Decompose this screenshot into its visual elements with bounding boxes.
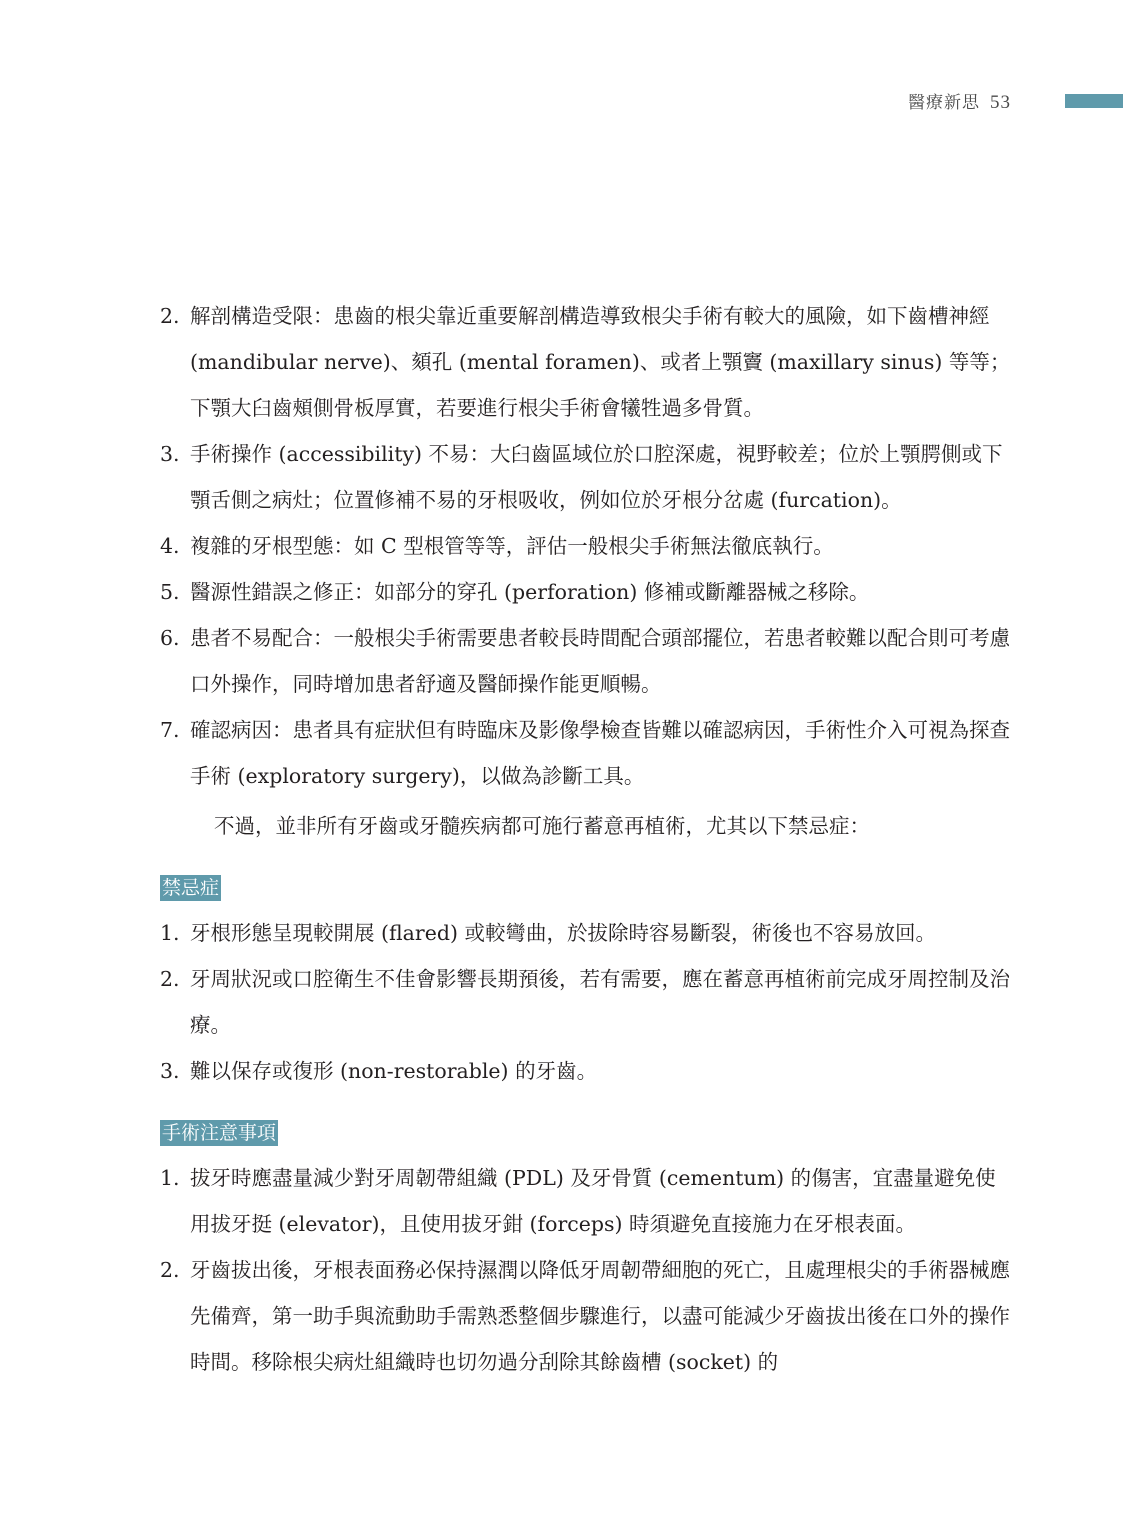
list-item bbox=[160, 569, 1012, 615]
item-number: 2. bbox=[160, 1258, 180, 1282]
item-number: 2. bbox=[160, 304, 180, 328]
list-item bbox=[160, 707, 1012, 799]
list-item bbox=[160, 615, 1012, 707]
item-number: 1. bbox=[160, 1166, 180, 1190]
running-header bbox=[908, 88, 1011, 114]
section-heading-contraindications: 禁忌症 bbox=[162, 877, 220, 899]
page-body bbox=[160, 293, 1012, 1385]
surgical-notes-list bbox=[160, 1155, 1012, 1385]
body-paragraph: 不過，並非所有牙齒或牙髓疾病都可施行蓄意再植術，尤其以下禁忌症： bbox=[214, 814, 870, 838]
item-number: 3. bbox=[160, 442, 180, 466]
item-number: 5. bbox=[160, 580, 180, 604]
list-item bbox=[160, 1155, 1012, 1247]
item-number: 3. bbox=[160, 1059, 180, 1083]
item-text: 牙齒拔出後，牙根表面務必保持濕潤以降低牙周韌帶細胞的死亡，且處理根尖的手術器械應先備齊，第一助手與流動助手需熟悉整個步驟進行，以盡可能減少牙齒拔出後在口外的操作時間。移除根尖病灶組織時也切勿過分刮除其餘齒槽 (socket) 的 bbox=[190, 1258, 1010, 1374]
reasons-list bbox=[160, 293, 1012, 799]
item-text: 醫源性錯誤之修正：如部分的穿孔 (perforation) 修補或斷離器械之移除。 bbox=[190, 580, 870, 604]
list-item bbox=[160, 910, 1012, 956]
header-title: 醫療新思 bbox=[908, 93, 980, 113]
header-accent-bar bbox=[1065, 94, 1123, 108]
list-item bbox=[160, 1247, 1012, 1385]
contraindications-list bbox=[160, 910, 1012, 1094]
list-item bbox=[160, 523, 1012, 569]
item-number: 7. bbox=[160, 718, 180, 742]
list-item bbox=[160, 431, 1012, 523]
item-text: 確認病因：患者具有症狀但有時臨床及影像學檢查皆難以確認病因，手術性介入可視為探查手術 (exploratory surgery)，以做為診斷工具。 bbox=[190, 718, 1010, 788]
section-heading-surgical-notes: 手術注意事項 bbox=[162, 1122, 277, 1144]
item-text: 牙根形態呈現較開展 (flared) 或較彎曲，於拔除時容易斷裂，術後也不容易放回。 bbox=[190, 921, 936, 945]
item-text: 手術操作 (accessibility) 不易：大臼齒區域位於口腔深處，視野較差；位於上顎腭側或下顎舌側之病灶；位置修補不易的牙根吸收，例如位於牙根分岔處 (furcation)。 bbox=[190, 442, 1003, 512]
item-number: 1. bbox=[160, 921, 180, 945]
list-item bbox=[160, 293, 1012, 431]
item-number: 6. bbox=[160, 626, 180, 650]
list-item bbox=[160, 1048, 1012, 1094]
item-number: 2. bbox=[160, 967, 180, 991]
list-item bbox=[160, 956, 1012, 1048]
item-text: 牙周狀況或口腔衛生不佳會影響長期預後，若有需要，應在蓄意再植術前完成牙周控制及治療。 bbox=[190, 967, 1010, 1037]
item-text: 拔牙時應盡量減少對牙周韌帶組織 (PDL) 及牙骨質 (cementum) 的傷害，宜盡量避免使用拔牙挺 (elevator)，且使用拔牙鉗 (forceps) 時須避免直接施力在牙根表面。 bbox=[190, 1166, 996, 1236]
item-text: 複雜的牙根型態：如 C 型根管等等，評估一般根尖手術無法徹底執行。 bbox=[190, 534, 834, 558]
item-text: 難以保存或復形 (non-restorable) 的牙齒。 bbox=[190, 1059, 598, 1083]
item-number: 4. bbox=[160, 534, 180, 558]
item-text: 解剖構造受限：患齒的根尖靠近重要解剖構造導致根尖手術有較大的風險，如下齒槽神經 (mandibular nerve)、頦孔 (mental foramen)、或者上顎竇 (maxillary sinus) 等等；下顎大臼齒頰側骨板厚實，若要進行根尖手術會犧牲過多骨質。 bbox=[190, 304, 1011, 420]
page-number: 53 bbox=[990, 92, 1011, 113]
item-text: 患者不易配合：一般根尖手術需要患者較長時間配合頭部擺位，若患者較難以配合則可考慮口外操作，同時增加患者舒適及醫師操作能更順暢。 bbox=[190, 626, 1010, 696]
